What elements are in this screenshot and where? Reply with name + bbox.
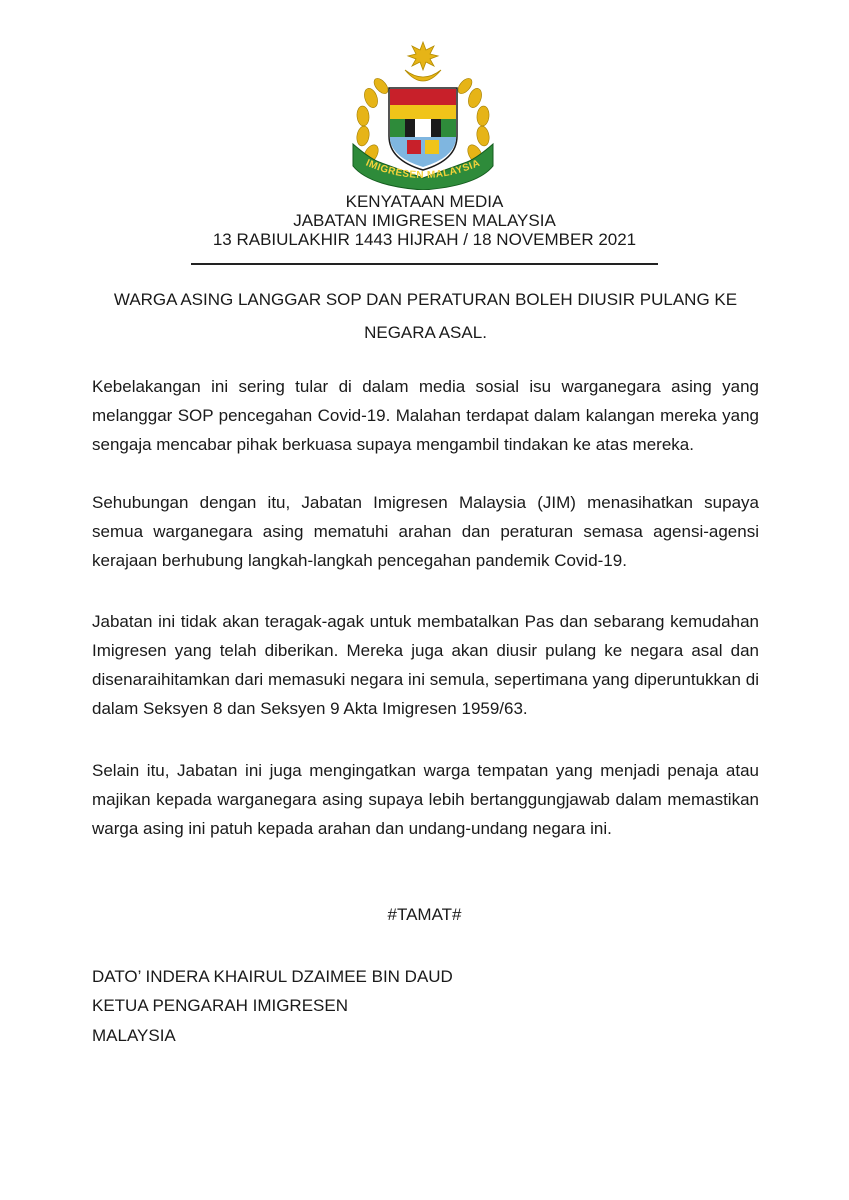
crescent-icon	[405, 70, 441, 81]
star-icon	[408, 42, 438, 70]
paragraph-4: Selain itu, Jabatan ini juga mengingatkan warga tempatan yang menjadi penaja atau majikan kepada warganegara asing supaya lebih bertanggungjawab dalam memastikan warga asing ini patuh kepada arahan dan undang-undang negara ini.	[92, 761, 759, 838]
press-release-title: WARGA ASING LANGGAR SOP DAN PERATURAN BOLEH DIUSIR PULANG KE NEGARA ASAL.	[113, 290, 738, 342]
signatory-position: KETUA PENGARAH IMIGRESEN	[92, 996, 348, 1015]
paragraph-3: Jabatan ini tidak akan teragak-agak untuk membatalkan Pas dan sebarang kemudahan Imigresen yang telah diberikan. Mereka juga akan diusir pulang ke negara asal dan disenaraihitamkan dari memasuki negara ini semula, sepertimana yang diperuntukkan di dalam Seksyen 8 dan Seksyen 9 Akta Imigresen 1959/63.	[92, 612, 759, 718]
end-marker: #TAMAT#	[387, 905, 462, 924]
imigresen-crest-logo	[349, 40, 497, 190]
shield-icon	[389, 88, 457, 170]
signatory-name: DATO’ INDERA KHAIRUL DZAIMEE BIN DAUD	[92, 967, 453, 986]
header-divider	[191, 263, 658, 265]
header-kenyataan-media: KENYATAAN MEDIA	[345, 192, 504, 211]
paragraph-2: Sehubungan dengan itu, Jabatan Imigresen Malaysia (JIM) menasihatkan supaya semua warganegara asing mematuhi arahan dan peraturan semasa agensi-agensi kerajaan berhubung langkah-langkah pencegahan pandemik Covid-19.	[92, 493, 759, 570]
svg-text:IMIGRESEN MALAYSIA: IMIGRESEN MALAYSIA	[364, 157, 482, 182]
header-date: 13 RABIULAKHIR 1443 HIJRAH / 18 NOVEMBER 2021	[212, 230, 637, 249]
header-department: JABATAN IMIGRESEN MALAYSIA	[293, 211, 556, 230]
paragraph-1: Kebelakangan ini sering tular di dalam media sosial isu warganegara asing yang melanggar SOP pencegahan Covid-19. Malahan terdapat dalam kalangan mereka yang sengaja mencabar pihak berkuasa supaya mengambil tindakan ke atas mereka.	[92, 377, 759, 454]
signatory-country: MALAYSIA	[92, 1026, 176, 1045]
